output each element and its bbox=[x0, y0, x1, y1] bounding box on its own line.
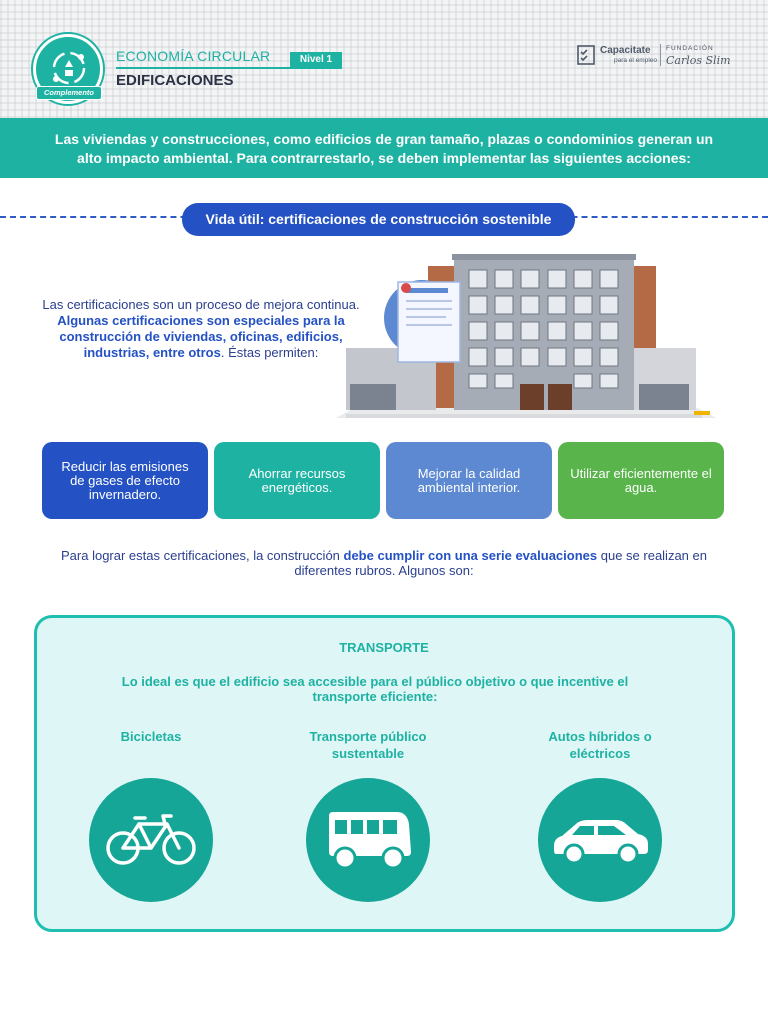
car-circle bbox=[538, 778, 662, 902]
banner-line-1: Las viviendas y construcciones, como edificios de gran tamaño, plazas o condominios generan un bbox=[54, 131, 714, 147]
capacitate-logo: Capacitate bbox=[600, 45, 651, 56]
certifications-intro bbox=[40, 297, 362, 361]
note-text-1: Para lograr estas certificaciones, la construcción bbox=[61, 548, 344, 563]
bicycle-circle bbox=[89, 778, 213, 902]
benefit-card bbox=[42, 442, 208, 519]
benefit-text: Ahorrar recursos energéticos. bbox=[248, 465, 346, 495]
benefit-card bbox=[558, 442, 724, 519]
intro-text-bold: Algunas certificaciones son especiales para la construcción de viviendas, oficinas, edificios, industrias, entre otros bbox=[57, 313, 345, 360]
hybrid-cars-label: Autos híbridos o eléctricos bbox=[548, 729, 652, 761]
benefit-text: Utilizar eficientemente el agua. bbox=[570, 465, 712, 495]
intro-text-2: . Éstas permiten: bbox=[220, 345, 319, 360]
carlos-slim-logo: Carlos Slim bbox=[666, 54, 731, 67]
public-transport-label: Transporte público sustentable bbox=[309, 729, 427, 761]
transport-description: Lo ideal es que el edificio sea accesible para el público objetivo o que incentive el transporte eficiente: bbox=[121, 674, 629, 704]
benefit-text: Mejorar la calidad ambiental interior. bbox=[417, 465, 521, 495]
page-title: EDIFICACIONES bbox=[116, 72, 234, 89]
transport-title: TRANSPORTE bbox=[339, 640, 429, 655]
note-text-bold: debe cumplir con una serie evaluaciones bbox=[343, 548, 598, 563]
banner-line-2: alto impacto ambiental. Para contrarrestarlo, se deben implementar las siguientes acciones: bbox=[77, 150, 691, 166]
benefit-card bbox=[386, 442, 552, 519]
course-topic: ECONOMÍA CIRCULAR bbox=[116, 48, 271, 64]
intro-text-1: Las certificaciones son un proceso de mejora continua. bbox=[42, 297, 360, 312]
intro-banner bbox=[0, 118, 768, 178]
level-tag: Nivel 1 bbox=[290, 52, 342, 68]
fundacion-label: FUNDACIÓN bbox=[666, 45, 714, 52]
header-rule bbox=[116, 67, 342, 69]
building-illustration bbox=[336, 252, 716, 424]
note-text-2: que se realizan en diferentes rubros. Algunos son: bbox=[294, 548, 707, 578]
logo-divider bbox=[660, 44, 661, 66]
car-icon bbox=[550, 816, 650, 864]
bicycles-label: Bicicletas bbox=[120, 729, 182, 744]
benefit-text: Reducir las emisiones de gases de efecto invernadero. bbox=[61, 458, 189, 502]
capacitate-logo-subtitle: para el empleo bbox=[614, 57, 657, 64]
recycle-icon bbox=[46, 45, 92, 91]
bus-circle bbox=[306, 778, 430, 902]
checklist-icon bbox=[576, 44, 596, 66]
bus-icon bbox=[323, 810, 413, 870]
badge-label: Complemento bbox=[36, 86, 102, 100]
benefit-card bbox=[214, 442, 380, 519]
section-heading: Vida útil: certificaciones de construcción sostenible bbox=[182, 203, 575, 236]
evaluations-note bbox=[60, 548, 708, 578]
bicycle-icon bbox=[105, 812, 197, 868]
